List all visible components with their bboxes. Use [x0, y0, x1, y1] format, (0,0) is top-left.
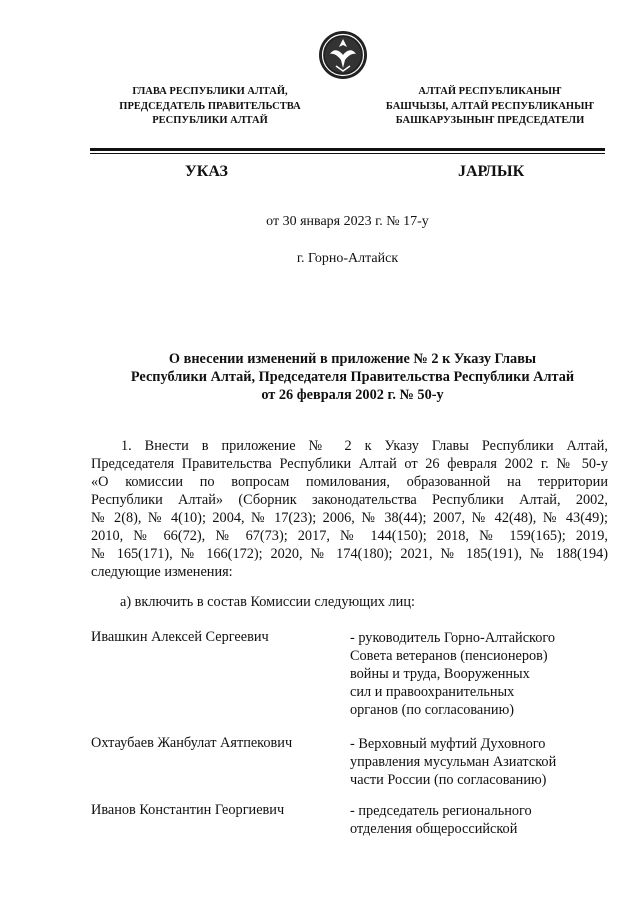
document-city: г. Горно-Алтайск	[296, 251, 399, 266]
header-right-line: БАШКАРУЗЫНЫҤ ПРЕДСЕДАТЕЛИ	[395, 115, 585, 126]
header-right	[370, 85, 610, 129]
header-left	[95, 85, 325, 129]
doc-type-altai: JАРЛЫК	[458, 163, 525, 180]
paragraph-line: № 2(8), № 4(10); 2004, № 17(23); 2006, № 38(44); 2007, № 42(48), № 43(49);	[91, 510, 608, 526]
paragraph-line: 1. Внести в приложение № 2 к Указу Главы Республики Алтай,	[121, 438, 608, 454]
role-line: органов (по согласованию)	[350, 702, 515, 718]
header-left-line: РЕСПУБЛИКИ АЛТАЙ	[152, 115, 268, 126]
role-line: сил и правоохранительных	[350, 684, 515, 700]
role-line: Совета ветеранов (пенсионеров)	[350, 648, 548, 664]
paragraph-line: «О комиссии по вопросам помилования, образованной на территории	[91, 474, 608, 490]
main-paragraph	[91, 437, 608, 581]
header-divider-thin	[90, 153, 605, 154]
coat-of-arms-emblem	[318, 30, 368, 80]
role-line: войны и труда, Вооруженных	[350, 666, 530, 682]
document-date: от 30 января 2023 г. № 17-у	[266, 214, 429, 229]
header-right-line: АЛТАЙ РЕСПУБЛИКАНЫҤ	[418, 86, 562, 97]
role-line: управления мусульман Азиатской	[350, 754, 557, 770]
role-line: - руководитель Горно-Алтайского	[350, 630, 556, 646]
role-line: - председатель регионального	[350, 803, 532, 819]
member-role	[350, 735, 610, 789]
role-line: части России (по согласованию)	[350, 772, 547, 788]
title-line: О внесении изменений в приложение № 2 к Указу Главы	[168, 351, 537, 367]
paragraph-line: Председателя Правительства Республики Алтай от 26 февраля 2002 г. № 50-у	[91, 456, 608, 472]
paragraph-line: № 165(171), № 166(172); 2020, № 174(180); 2021, № 185(191), № 188(194)	[91, 546, 608, 562]
role-line: отделения общероссийской	[350, 821, 518, 837]
member-name: Ивашкин Алексей Сергеевич	[91, 629, 269, 645]
member-name: Иванов Константин Георгиевич	[91, 802, 285, 818]
paragraph-line: следующие изменения:	[91, 564, 233, 580]
header-divider-thick	[90, 148, 605, 151]
title-line: от 26 февраля 2002 г. № 50-у	[261, 387, 444, 403]
document-title	[95, 350, 610, 404]
role-line: - Верховный муфтий Духовного	[350, 736, 546, 752]
header-right-line: БАШЧЫЗЫ, АЛТАЙ РЕСПУБЛИКАНЫҤ	[385, 100, 595, 112]
paragraph-line: 2010, № 66(72), № 67(73); 2017, № 144(150); 2018, № 159(165); 2019,	[91, 528, 608, 544]
subparagraph-a: а) включить в состав Комиссии следующих лиц:	[120, 594, 415, 610]
title-line: Республики Алтай, Председателя Правительства Республики Алтай	[130, 369, 575, 385]
header-left-line: ПРЕДСЕДАТЕЛЬ ПРАВИТЕЛЬСТВА	[119, 100, 301, 112]
member-name: Охтаубаев Жанбулат Аятпекович	[91, 735, 293, 751]
member-role	[350, 802, 610, 838]
doc-type-russian: УКАЗ	[185, 163, 228, 180]
header-left-line: ГЛАВА РЕСПУБЛИКИ АЛТАЙ,	[132, 86, 288, 97]
paragraph-line: Республики Алтай» (Сборник законодательства Республики Алтай, 2002,	[91, 492, 608, 508]
member-role	[350, 629, 610, 719]
